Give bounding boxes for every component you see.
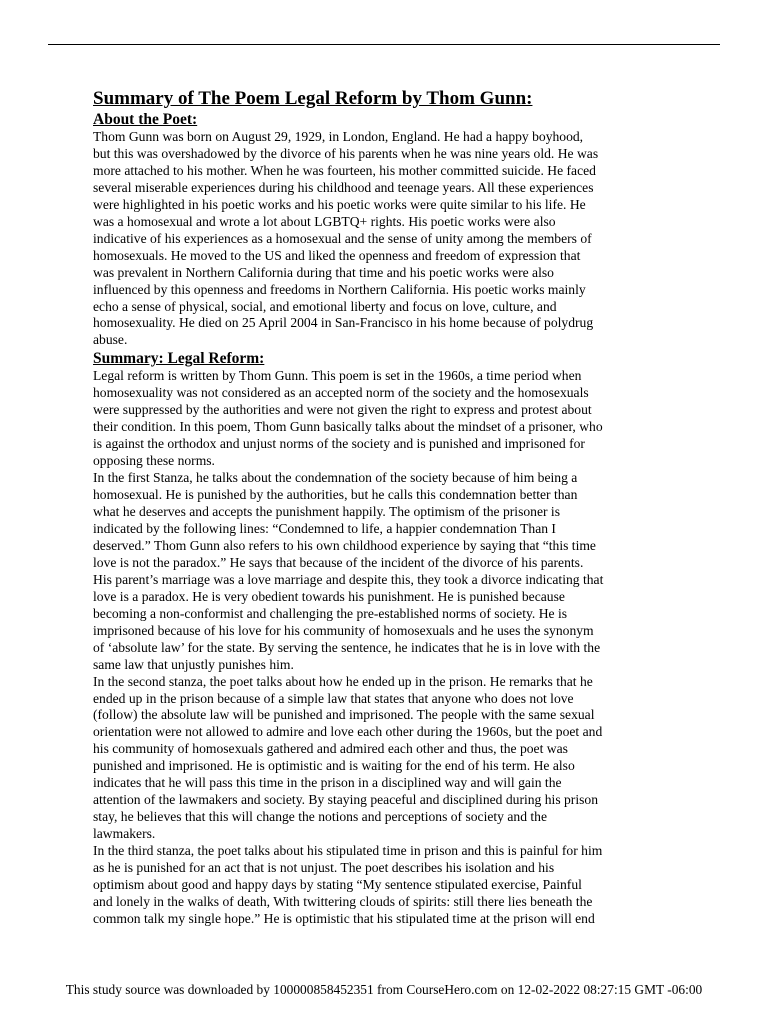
document-title: Summary of The Poem Legal Reform by Thom Gunn:: [93, 88, 533, 109]
header-rule: [48, 44, 720, 45]
text-line: stay, he believes that this will change the notions and perceptions of society and the: [93, 809, 548, 825]
text-line: In the first Stanza, he talks about the condemnation of the society because of him being a: [93, 470, 578, 486]
text-line: (follow) the absolute law will be punished and imprisoned. The people with the same sexual: [93, 707, 595, 723]
text-line: several miserable experiences during his childhood and teenage years. All these experiences: [93, 179, 594, 195]
download-footer: This study source was downloaded by 100000858452351 from CourseHero.com on 12-02-2022 08:27:15 GMT -06:00: [65, 982, 703, 997]
first-stanza-paragraph: [93, 470, 683, 673]
document-body: [93, 88, 683, 928]
text-line: attention of the lawmakers and society. By staying peaceful and disciplined during his prison: [93, 792, 598, 808]
third-stanza-paragraph: [93, 843, 683, 928]
text-line: as he is punished for an act that is not unjust. The poet describes his isolation and his: [93, 860, 555, 876]
section-heading-summary: Summary: Legal Reform:: [93, 350, 265, 368]
section-heading-about-poet: About the Poet:: [93, 111, 198, 128]
summary-intro-paragraph: [93, 368, 683, 470]
text-line: Thom Gunn was born on August 29, 1929, in London, England. He had a happy boyhood,: [93, 129, 584, 144]
text-line: ended up in the prison because of a simple law that states that anyone who does not love: [93, 690, 574, 706]
text-line: In the second stanza, the poet talks about how he ended up in the prison. He remarks that he: [93, 673, 593, 689]
text-line: In the third stanza, the poet talks about his stipulated time in prison and this is painful for him: [93, 843, 603, 859]
text-line: their condition. In this poem, Thom Gunn basically talks about the mindset of a prisoner, who: [93, 419, 603, 435]
second-stanza-paragraph: [93, 674, 683, 844]
text-line: echo a sense of physical, social, and emotional liberty and focus on love, culture, and: [93, 298, 557, 314]
text-line: was prevalent in Northern California during that time and his poetic works were also: [93, 264, 554, 280]
text-line: is against the orthodox and unjust norms of the society and is punished and imprisoned for: [93, 436, 585, 452]
text-line: were suppressed by the authorities and were not given the right to express and protest about: [93, 402, 592, 418]
text-line: common talk my single hope.” He is optimistic that his stipulated time at the prison will end: [93, 910, 595, 926]
text-line: orientation were not allowed to admire and love each other during the 1960s, but the poet and: [93, 724, 603, 740]
text-line: becoming a non-conformist and challenging the pre-established norms of society. He is: [93, 605, 568, 621]
text-line: what he deserves and accepts the punishment happily. The optimism of the prisoner is: [93, 504, 560, 520]
text-line: indicated by the following lines: “Condemned to life, a happier condemnation Than I: [93, 520, 556, 536]
text-line: love is not the paradox.” He says that because of the incident of the divorce of his parents.: [93, 554, 584, 570]
text-line: was a homosexual and wrote a lot about LGBTQ+ rights. His poetic works were also: [93, 213, 556, 229]
text-line: homosexual. He is punished by the authorities, but he calls this condemnation better than: [93, 487, 578, 503]
text-line: indicative of his experiences as a homosexual and the sense of unity among the members of: [93, 230, 592, 246]
text-line: punished and imprisoned. He is optimistic and is waiting for the end of his term. He also: [93, 758, 575, 774]
text-line: his community of homosexuals gathered and admired each other and thus, the poet was: [93, 741, 568, 757]
text-line: same law that unjustly punishes him.: [93, 656, 294, 672]
text-line: homosexuals. He moved to the US and liked the openness and freedom of expression that: [93, 247, 581, 263]
text-line: indicates that he will pass this time in the prison in a disciplined way and will gain the: [93, 775, 562, 791]
text-line: imprisoned because of his love for his community of homosexuals and he uses the synonym: [93, 622, 594, 638]
text-line: of ‘absolute law’ for the state. By serving the sentence, he indicates that he is in love with the: [93, 639, 601, 655]
text-line: His parent’s marriage was a love marriage and despite this, they took a divorce indicating that: [93, 571, 604, 587]
text-line: abuse.: [93, 332, 128, 348]
text-line: homosexuality was not considered as an accepted norm of the society and the homosexuals: [93, 385, 589, 401]
text-line: opposing these norms.: [93, 453, 215, 469]
text-line: and lonely in the walks of death, With twittering clouds of spirits: still there lies beneath the: [93, 893, 593, 909]
about-poet-paragraph: [93, 129, 683, 349]
text-line: homosexuality. He died on 25 April 2004 in San-Francisco in his home because of polydrug: [93, 315, 594, 331]
text-line: but this was overshadowed by the divorce of his parents when he was nine years old. He was: [93, 145, 599, 161]
text-line: Legal reform is written by Thom Gunn. This poem is set in the 1960s, a time period when: [93, 368, 582, 384]
text-line: more attached to his mother. When he was fourteen, his mother committed suicide. He faced: [93, 162, 596, 178]
text-line: love is a paradox. He is very obedient towards his punishment. He is punished because: [93, 588, 565, 604]
text-line: optimism about good and happy days by stating “My sentence stipulated exercise, Painful: [93, 876, 582, 892]
text-line: deserved.” Thom Gunn also refers to his own childhood experience by saying that “this time: [93, 537, 596, 553]
text-line: were highlighted in his poetic works and his poetic works were quite similar to his life. He: [93, 196, 586, 212]
text-line: lawmakers.: [93, 826, 156, 842]
text-line: influenced by this openness and freedoms in Northern California. His poetic works mainly: [93, 281, 586, 297]
